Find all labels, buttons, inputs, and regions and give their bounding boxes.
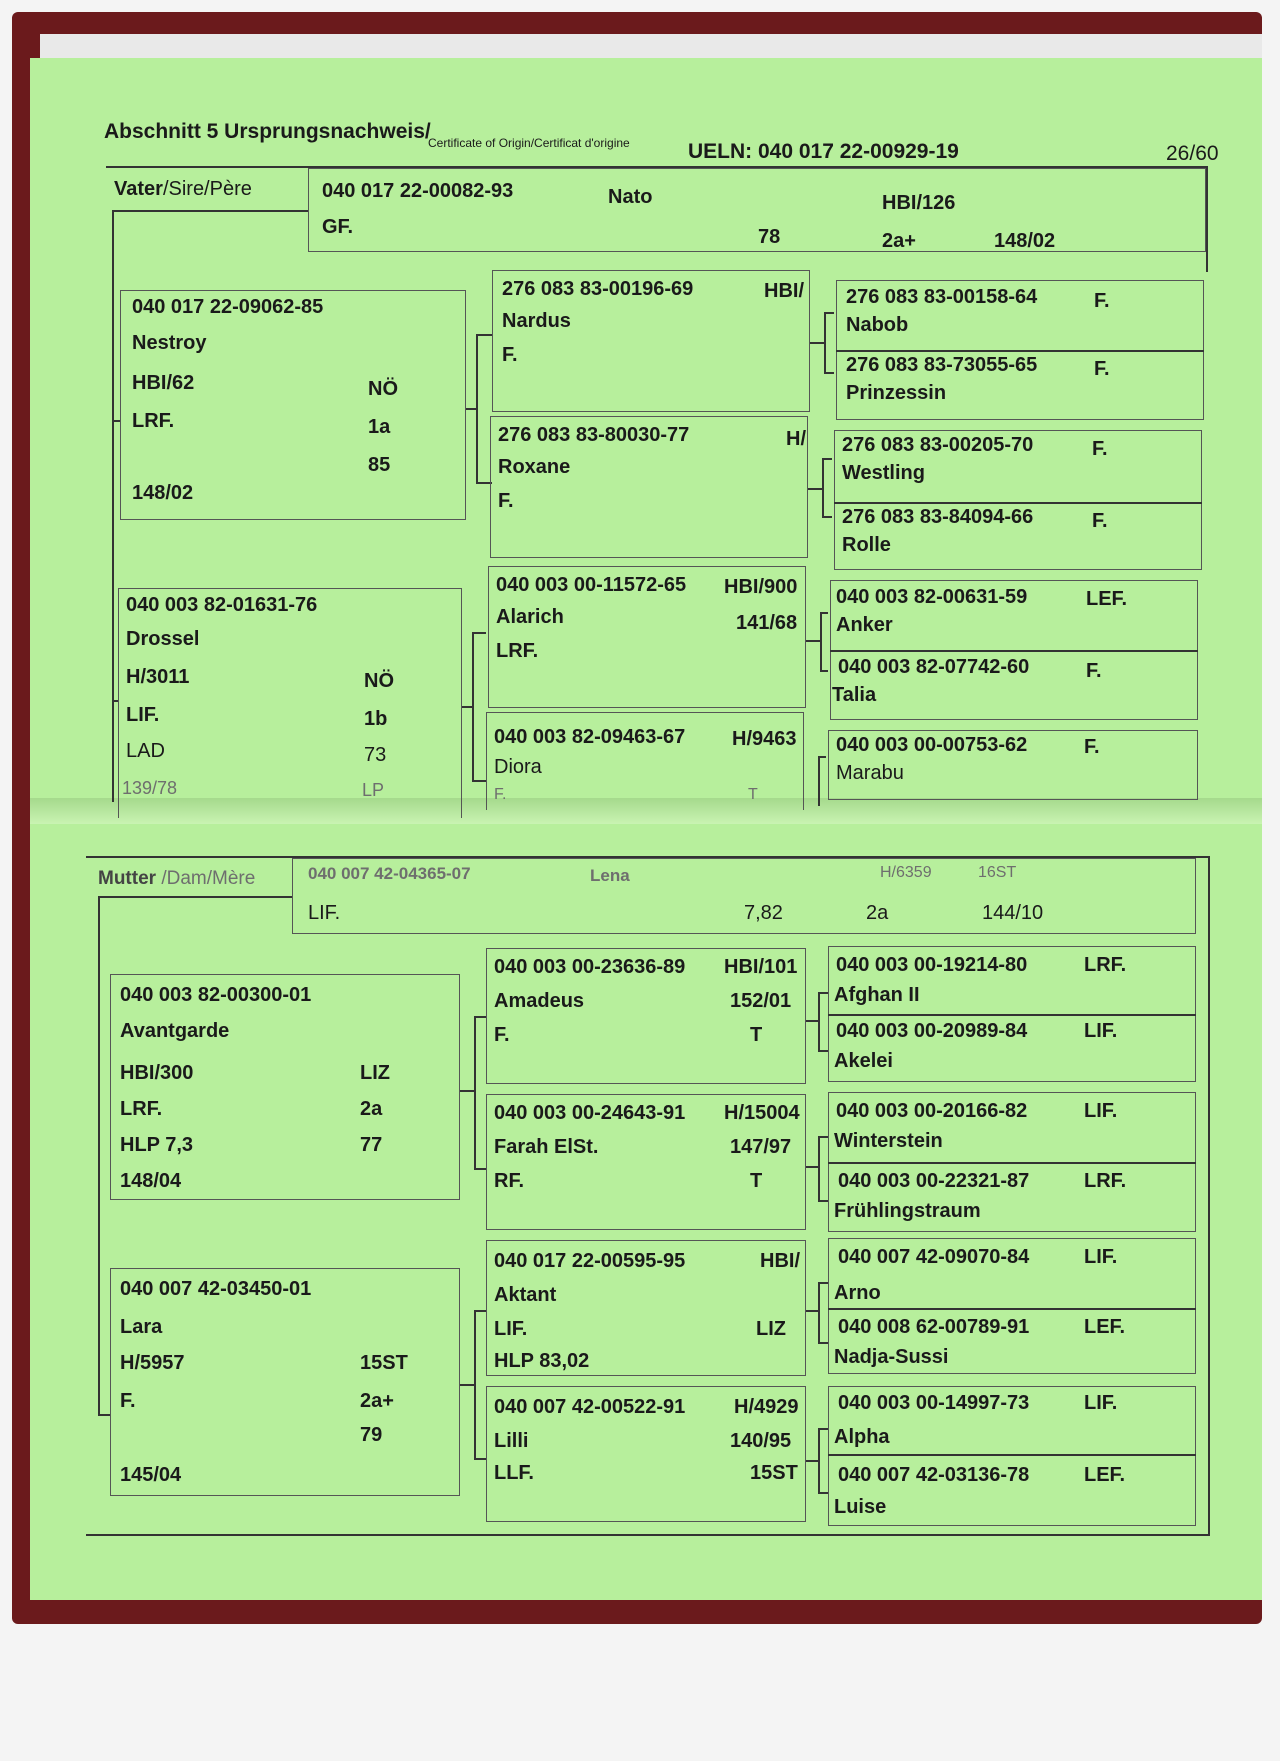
sire-gen3-1-name: Nardus (502, 310, 571, 332)
sire-gen3-1-hb: HBI/ (764, 280, 804, 302)
sire-dam-extra: LAD (126, 740, 165, 762)
sire-dam-extra2: LP (362, 780, 385, 800)
dam-sire-grade: 2a (360, 1098, 383, 1120)
sire-sire-color: LRF. (132, 410, 175, 432)
sire-dam-score: 73 (364, 744, 387, 766)
sire-gen3-1-color: F. (502, 344, 518, 366)
sire-gen3-4-name: Diora (494, 756, 542, 778)
dam-gen4-3-color: LIF. (1084, 1100, 1118, 1122)
dam-sire-score: 77 (360, 1134, 383, 1156)
dam-gen4-1-name: Afghan II (834, 984, 920, 1006)
dam-sire-reg: LIZ (360, 1062, 390, 1084)
dam-gen4-5-name: Arno (834, 1282, 881, 1304)
dam-gen4-8-color: LEF. (1084, 1464, 1126, 1486)
sire-sire-reg: NÖ (368, 378, 398, 400)
dam-gen3-1-extra: T (750, 1024, 763, 1046)
sire-dam-grade: 1b (364, 708, 388, 730)
dam-gen4-3-id: 040 003 00-20166-82 (836, 1100, 1028, 1122)
dam-id: 040 007 42-04365-07 (308, 864, 471, 883)
sire-gen3-2-hb: H/ (786, 428, 806, 450)
sire-gen4-2-id: 276 083 83-73055-65 (846, 354, 1038, 376)
sire-gen4-5-id: 040 003 82-00631-59 (836, 586, 1028, 608)
dam-gen3-4-size: 140/95 (730, 1430, 792, 1452)
dam-gen3-3-color: LIF. (494, 1318, 528, 1340)
dam-sire-id: 040 003 82-00300-01 (120, 984, 312, 1006)
dam-label: Mutter /Dam/Mère (98, 868, 256, 889)
sire-gen4-7-color: F. (1084, 736, 1100, 758)
sire-sire-id: 040 017 22-09062-85 (132, 296, 324, 318)
sire-gen4-7-id: 040 003 00-00753-62 (836, 734, 1028, 756)
section-subtitle: Certificate of Origin/Certificat d'origine (428, 136, 630, 150)
dam-gen3-4-name: Lilli (494, 1430, 529, 1452)
sire-gen4-4-id: 276 083 83-84094-66 (842, 506, 1034, 528)
dam-gen4-2-name: Akelei (834, 1050, 893, 1072)
dam-gen4-7-id: 040 003 00-14997-73 (838, 1392, 1030, 1414)
dam-gen3-1-color: F. (494, 1024, 510, 1046)
dam-color: LIF. (308, 902, 341, 924)
sire-gen4-1-name: Nabob (846, 314, 909, 336)
dam-gen3-4-hb: H/4929 (734, 1396, 799, 1418)
dam-gen3-3-reg: LIZ (756, 1318, 786, 1340)
dam-gen3-3-perf: HLP 83,02 (494, 1350, 590, 1372)
dam-dam-score: 79 (360, 1424, 383, 1446)
dam-gen3-2-hb: H/15004 (724, 1102, 800, 1124)
dam-gen4-1-color: LRF. (1084, 954, 1127, 976)
sire-gen3-3-id: 040 003 00-11572-65 (496, 574, 687, 596)
dam-grade: 2a (866, 902, 889, 924)
dam-sire-name: Avantgarde (120, 1020, 230, 1042)
sire-gen4-4-name: Rolle (842, 534, 891, 556)
dam-size: 144/10 (982, 902, 1044, 924)
sire-dam-hb: H/3011 (126, 666, 190, 688)
dam-dam-name: Lara (120, 1316, 163, 1338)
sire-gen4-5-name: Anker (836, 614, 893, 636)
dam-gen3-3-hb: HBI/ (760, 1250, 800, 1272)
dam-gen4-7-name: Alpha (834, 1426, 890, 1448)
dam-gen4-6-color: LEF. (1084, 1316, 1126, 1338)
dam-dam-reg: 15ST (360, 1352, 408, 1374)
sire-gen4-6-id: 040 003 82-07742-60 (838, 656, 1030, 678)
dam-gen3-2-id: 040 003 00-24643-91 (494, 1102, 686, 1124)
dam-gen4-4-name: Frühlingstraum (834, 1200, 981, 1222)
sire-color: GF. (322, 216, 354, 238)
dam-name: Lena (590, 866, 630, 885)
sire-gen3-3-size: 141/68 (736, 612, 798, 634)
sire-dam-color: LIF. (126, 704, 160, 726)
sire-gen4-4-color: F. (1092, 510, 1108, 532)
sire-gen3-3-color: LRF. (496, 640, 539, 662)
dam-sire-size: 148/04 (120, 1170, 182, 1192)
dam-gen3-2-extra: T (750, 1170, 763, 1192)
dam-gen3-2-color: RF. (494, 1170, 524, 1192)
dam-gen3-2-name: Farah ElSt. (494, 1136, 599, 1158)
dam-sire-color: LRF. (120, 1098, 163, 1120)
sire-gen4-6-name: Talia (832, 684, 877, 706)
sire-dam-name: Drossel (126, 628, 200, 650)
dam-gen4-4-id: 040 003 00-22321-87 (838, 1170, 1030, 1192)
sire-hb: HBI/126 (882, 192, 956, 214)
sire-gen3-2-color: F. (498, 490, 514, 512)
dam-gen3-1-size: 152/01 (730, 990, 792, 1012)
dam-gen4-1-id: 040 003 00-19214-80 (836, 954, 1028, 976)
sire-dam-id: 040 003 82-01631-76 (126, 594, 318, 616)
dam-gen4-6-name: Nadja-Sussi (834, 1346, 949, 1368)
sire-sire-grade: 1a (368, 416, 391, 438)
sire-gen3-1-id: 276 083 83-00196-69 (502, 278, 694, 300)
section-title: Abschnitt 5 Ursprungsnachweis/ (104, 120, 431, 143)
sire-size: 148/02 (994, 230, 1056, 252)
dam-dam-grade: 2a+ (360, 1390, 394, 1412)
sire-sire-score: 85 (368, 454, 391, 476)
sire-id: 040 017 22-00082-93 (322, 180, 514, 202)
dam-gen4-8-name: Luise (834, 1496, 887, 1518)
dam-gen3-4-id: 040 007 42-00522-91 (494, 1396, 686, 1418)
sire-gen4-2-color: F. (1094, 358, 1110, 380)
sire-gen4-1-color: F. (1094, 290, 1110, 312)
dam-sire-box (110, 974, 460, 1200)
dam-gen3-2-size: 147/97 (730, 1136, 792, 1158)
dam-gen4-2-color: LIF. (1084, 1020, 1118, 1042)
dam-gen4-5-id: 040 007 42-09070-84 (838, 1246, 1030, 1268)
sire-gen3-4-extra: T (748, 786, 758, 803)
sire-gen3-3-name: Alarich (496, 606, 564, 628)
sire-gen4-7-name: Marabu (836, 762, 904, 784)
sire-gen4-2-name: Prinzessin (846, 382, 947, 404)
dam-gen4-4-color: LRF. (1084, 1170, 1127, 1192)
dam-gen4-7-color: LIF. (1084, 1392, 1118, 1414)
dam-gen3-4-reg: 15ST (750, 1462, 798, 1484)
sire-dam-reg: NÖ (364, 670, 394, 692)
sire-gen4-3-id: 276 083 83-00205-70 (842, 434, 1034, 456)
dam-gen3-1-name: Amadeus (494, 990, 585, 1012)
sire-score: 78 (758, 226, 781, 248)
dam-dam-id: 040 007 42-03450-01 (120, 1278, 312, 1300)
sire-gen4-1-id: 276 083 83-00158-64 (846, 286, 1038, 308)
sire-sire-size: 148/02 (132, 482, 194, 504)
dam-gen4-8-id: 040 007 42-03136-78 (838, 1464, 1030, 1486)
sire-gen3-3-hb: HBI/900 (724, 576, 798, 598)
sire-gen4-5-color: LEF. (1086, 588, 1128, 610)
sire-sire-name: Nestroy (132, 332, 207, 354)
sire-gen4-6-color: F. (1086, 660, 1102, 682)
sire-gen3-4-hb: H/9463 (732, 728, 797, 750)
sire-gen3-4-id: 040 003 82-09463-67 (494, 726, 686, 748)
dam-gen4-3-name: Winterstein (834, 1130, 943, 1152)
sire-sire-hb: HBI/62 (132, 372, 195, 394)
dam-gen4-2-id: 040 003 00-20989-84 (836, 1020, 1028, 1042)
sire-gen3-2-name: Roxane (498, 456, 571, 478)
sire-dam-size: 139/78 (122, 778, 178, 798)
dam-reg: 16ST (978, 864, 1017, 881)
dam-dam-box (110, 1268, 460, 1496)
sire-gen3-2-id: 276 083 83-80030-77 (498, 424, 690, 446)
dam-gen4-6-id: 040 008 62-00789-91 (838, 1316, 1030, 1338)
dam-gen3-3-id: 040 017 22-00595-95 (494, 1250, 686, 1272)
sire-grade: 2a+ (882, 230, 916, 252)
dam-gen3-4-color: LLF. (494, 1462, 534, 1484)
dam-sire-perf: HLP 7,3 (120, 1134, 193, 1156)
dam-gen3-3-name: Aktant (494, 1284, 557, 1306)
dam-sire-hb: HBI/300 (120, 1062, 194, 1084)
dam-dam-color: F. (120, 1390, 136, 1412)
dam-hb: H/6359 (880, 864, 932, 881)
dam-dam-hb: H/5957 (120, 1352, 185, 1374)
ueln: UELN: 040 017 22-00929-19 (688, 140, 959, 163)
dam-gen4-5-color: LIF. (1084, 1246, 1118, 1268)
dam-gen3-1-id: 040 003 00-23636-89 (494, 956, 686, 978)
page-number: 26/60 (1166, 142, 1219, 165)
dam-dam-size: 145/04 (120, 1464, 182, 1486)
dam-score: 7,82 (744, 902, 783, 924)
sire-gen4-3-color: F. (1092, 438, 1108, 460)
sire-gen4-3-name: Westling (842, 462, 925, 484)
sire-gen3-4-color: F. (494, 786, 507, 803)
sire-label: Vater/Sire/Père (114, 178, 252, 200)
sire-name: Nato (608, 186, 653, 208)
dam-gen3-1-hb: HBI/101 (724, 956, 798, 978)
